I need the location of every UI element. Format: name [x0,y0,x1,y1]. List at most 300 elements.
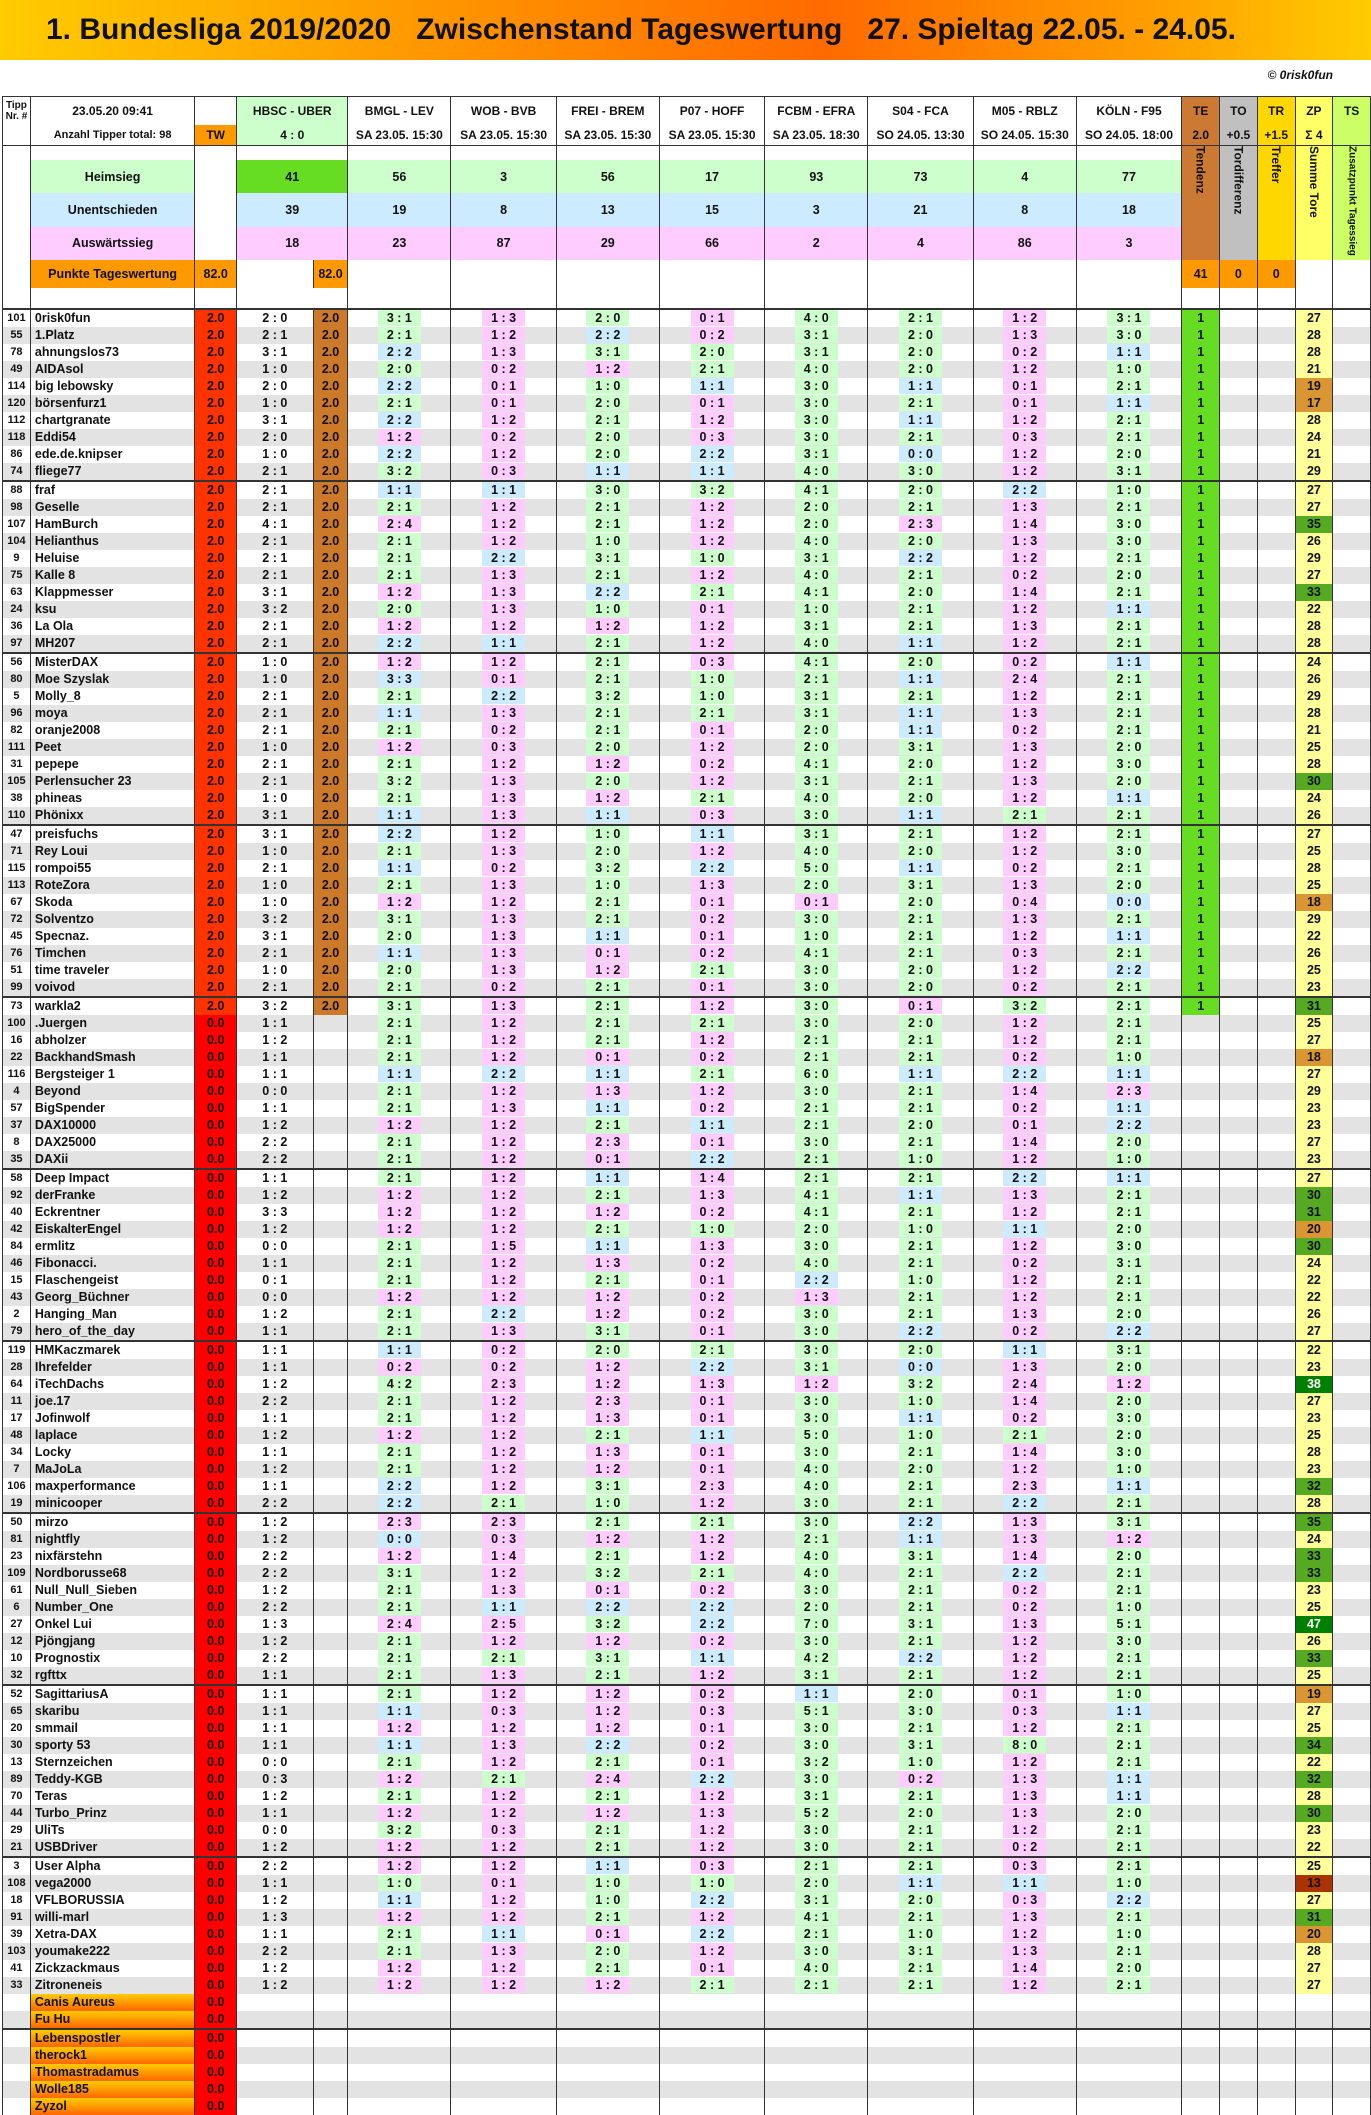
tip-value: 0 : 3 [691,807,734,823]
to-score [1220,1323,1258,1341]
zp-sum: 27 [1295,1703,1333,1720]
tip-match6 [765,412,868,429]
tip-match8 [973,584,1076,601]
tip-match7 [868,395,974,412]
tw-score: 2.0 [195,739,237,756]
tip-value: 2 : 1 [1107,979,1150,995]
tip-match7 [868,1359,974,1376]
tipp-number: 17 [3,1410,31,1427]
tip-match7 [868,2098,974,2115]
tip-match6 [765,671,868,688]
tip-value: 3 : 1 [795,688,838,704]
stat-draw-count: 8 [451,193,557,226]
te-score: 1 [1182,773,1220,790]
points-match1 [313,1667,348,1685]
to-score [1220,1341,1258,1359]
te-score [1182,1323,1220,1341]
tip-match5 [659,1685,765,1703]
table-row [3,601,1371,618]
tip-match4 [556,1994,659,2011]
tipp-number: 112 [3,412,31,429]
tip-value: 2 : 1 [378,1255,421,1271]
tip-match1: 1 : 2 [237,1531,314,1548]
tw-score: 0.0 [195,1341,237,1359]
tip-value: 1 : 2 [378,1771,421,1787]
tip-value: 2 : 1 [795,1170,838,1186]
tip-match9 [1076,1238,1182,1255]
tip-value: 1 : 0 [586,533,629,549]
tip-match8 [973,1478,1076,1495]
to-score [1220,601,1258,618]
table-row [3,653,1371,671]
ts-score [1333,412,1371,429]
tip-match6 [765,1187,868,1204]
tip-match2 [348,843,451,860]
tipp-number: 103 [3,1943,31,1960]
te-score: 1 [1182,412,1220,429]
tip-match3 [451,1754,557,1771]
zp-sum: 23 [1295,1822,1333,1839]
tip-match5 [659,1410,765,1427]
tip-match5 [659,2098,765,2115]
tip-match7 [868,618,974,635]
tip-match2 [348,1323,451,1341]
tip-match3 [451,2011,557,2029]
to-score [1220,843,1258,860]
tip-match8 [973,1960,1076,1977]
points-match1: 2.0 [313,756,348,773]
ts-score [1333,1187,1371,1204]
tip-match1: 1 : 1 [237,1049,314,1066]
tip-match4 [556,877,659,894]
tip-value: 2 : 1 [378,550,421,566]
tip-match7 [868,1548,974,1565]
stat-away-count: 2 [765,227,868,260]
points-match1 [313,1410,348,1427]
tr-score [1257,1187,1295,1204]
tip-value: 1 : 0 [586,826,629,842]
to-score [1220,1100,1258,1117]
tip-match3 [451,790,557,807]
tip-match6 [765,945,868,962]
tip-match7 [868,1616,974,1633]
tip-value: 2 : 1 [378,533,421,549]
blank [973,260,1076,288]
tip-match6 [765,344,868,361]
tip-value: 1 : 3 [482,1737,525,1753]
tip-value: 1 : 2 [482,1204,525,1220]
tip-match1: 2 : 2 [237,1134,314,1151]
ts-score [1333,1015,1371,1032]
tip-value: 2 : 0 [586,395,629,411]
match-info: SA 23.05. 18:30 [765,125,868,146]
tip-match3 [451,533,557,550]
tipp-number: 49 [3,361,31,378]
tip-match6 [765,705,868,722]
tip-value: 1 : 1 [1107,1703,1150,1719]
tip-value: 1 : 0 [1107,1875,1150,1891]
zp-sum: 25 [1295,1599,1333,1616]
zp-sum: 28 [1295,1788,1333,1805]
tip-value: 2 : 0 [899,482,942,498]
player-name: MaJoLa [30,1461,194,1478]
tip-match1: 0 : 0 [237,1238,314,1255]
tip-match8 [973,1788,1076,1805]
tip-value: 3 : 1 [795,327,838,343]
tip-match1: 2 : 0 [237,309,314,327]
tip-match9 [1076,807,1182,825]
tw-score: 2.0 [195,499,237,516]
tip-value: 0 : 2 [691,1737,734,1753]
ts-score [1333,653,1371,671]
tip-match3 [451,1478,557,1495]
tr-score [1257,1685,1295,1703]
tip-value: 3 : 0 [795,1514,838,1530]
tip-match4 [556,1221,659,1238]
tip-value: 0 : 2 [691,1582,734,1598]
tip-match4 [556,1134,659,1151]
tip-value: 2 : 2 [691,860,734,876]
tip-match4 [556,1359,659,1376]
tip-match5 [659,1255,765,1272]
tip-match2 [348,1117,451,1134]
tip-value: 3 : 0 [1107,1633,1150,1649]
tip-match5 [659,1083,765,1100]
tip-value: 1 : 1 [1107,1788,1150,1804]
tip-match6 [765,1650,868,1667]
player-name: pepepe [30,756,194,773]
table-row [3,378,1371,395]
tip-match2 [348,395,451,412]
to-score [1220,1822,1258,1839]
tip-match3 [451,1994,557,2011]
tip-value: 1 : 0 [899,1427,942,1443]
tip-match8 [973,962,1076,979]
tr-score [1257,1015,1295,1032]
tip-match8 [973,1444,1076,1461]
tip-match5 [659,1032,765,1049]
points-match1: 2.0 [313,860,348,877]
tip-value: 4 : 0 [795,843,838,859]
player-name: Prognostix [30,1650,194,1667]
tip-match3 [451,1444,557,1461]
tipp-number: 65 [3,1703,31,1720]
tip-match8 [973,1255,1076,1272]
points-match1 [313,1548,348,1565]
tip-value: 2 : 1 [378,1926,421,1942]
to-score [1220,635,1258,653]
table-row [3,1289,1371,1306]
tip-value: 1 : 3 [586,1410,629,1426]
tipp-number: 40 [3,1204,31,1221]
tipp-number: 12 [3,1633,31,1650]
tip-value: 1 : 0 [1107,1049,1150,1065]
tw-score: 0.0 [195,1049,237,1066]
points-match1 [313,1892,348,1909]
tipp-number [3,2064,31,2081]
tip-value: 3 : 0 [795,1720,838,1736]
tip-value: 2 : 1 [899,1822,942,1838]
tip-value: 2 : 1 [378,1393,421,1409]
tip-value: 1 : 1 [899,860,942,876]
tip-value: 1 : 2 [586,1633,629,1649]
tip-match3 [451,1857,557,1875]
tip-value: 3 : 0 [795,1943,838,1959]
points-match1 [313,1015,348,1032]
zp-sum: 28 [1295,1444,1333,1461]
tip-match7 [868,1427,974,1444]
tip-value: 2 : 0 [795,499,838,515]
tip-match5 [659,928,765,945]
te-score [1182,1427,1220,1444]
ts-score [1333,928,1371,945]
ts-score [1333,1754,1371,1771]
te-score [1182,2081,1220,2098]
tw-score: 2.0 [195,997,237,1015]
tip-value: 3 : 1 [1107,310,1150,326]
stat-label-away: Auswärtssieg [30,227,194,260]
te-score [1182,2011,1220,2029]
tip-match2 [348,1599,451,1616]
tw-score: 0.0 [195,1032,237,1049]
tip-value: 3 : 1 [899,1548,942,1564]
zp-sum [1295,2064,1333,2081]
tip-value: 2 : 2 [691,1771,734,1787]
points-match1 [313,2098,348,2115]
tip-match9 [1076,1754,1182,1771]
ts-score [1333,877,1371,894]
tip-value: 1 : 2 [482,1909,525,1925]
tw-score: 2.0 [195,395,237,412]
tip-match9 [1076,825,1182,843]
tip-match8 [973,1909,1076,1926]
te-score [1182,1204,1220,1221]
tip-value: 2 : 1 [795,1032,838,1048]
zp-sum: 27 [1295,1032,1333,1049]
tip-match2 [348,1255,451,1272]
tip-value: 0 : 2 [1003,1323,1046,1339]
tip-value: 2 : 1 [899,1858,942,1874]
points-match1 [313,1306,348,1323]
tip-match3 [451,1169,557,1187]
player-name: Kalle 8 [30,567,194,584]
te-score: 1 [1182,877,1220,894]
points-match1: 2.0 [313,412,348,429]
zp-sum: 32 [1295,1771,1333,1788]
tip-match2 [348,309,451,327]
player-name: Nordborusse68 [30,1565,194,1582]
tip-value: 2 : 1 [586,1788,629,1804]
tip-value: 2 : 1 [899,1788,942,1804]
tip-match7 [868,911,974,928]
tip-match6 [765,1582,868,1599]
ts-score [1333,2047,1371,2064]
zp-sum: 30 [1295,773,1333,790]
ts-score [1333,1117,1371,1134]
tip-match8 [973,463,1076,481]
tip-value: 4 : 0 [795,361,838,377]
tip-match7 [868,463,974,481]
player-name: ksu [30,601,194,618]
tip-value: 2 : 0 [378,928,421,944]
tip-value: 2 : 1 [586,1960,629,1976]
tip-match8 [973,1341,1076,1359]
te-score [1182,2047,1220,2064]
tip-match1: 1 : 2 [237,1513,314,1531]
tip-value: 4 : 0 [795,1461,838,1477]
tip-match3 [451,1049,557,1066]
stat-draw-count: 18 [1076,193,1182,226]
tip-value: 0 : 1 [691,894,734,910]
tipp-number: 50 [3,1513,31,1531]
tw-score: 2.0 [195,550,237,567]
tr-score [1257,1531,1295,1548]
tip-value: 2 : 0 [795,722,838,738]
tip-value: 2 : 0 [899,962,942,978]
tipp-number: 67 [3,894,31,911]
tip-match2 [348,1720,451,1737]
tip-match4 [556,1444,659,1461]
player-name: Klappmesser [30,584,194,601]
tw-score: 2.0 [195,962,237,979]
tip-match2 [348,825,451,843]
tip-value: 0 : 2 [691,911,734,927]
tip-match8 [973,481,1076,499]
tip-match7 [868,584,974,601]
tip-match7 [868,945,974,962]
tip-match4 [556,1341,659,1359]
tip-value: 0 : 0 [899,1359,942,1375]
table-row [3,945,1371,962]
table-row [3,516,1371,533]
tip-value: 1 : 1 [378,807,421,823]
match-info: SA 23.05. 15:30 [451,125,557,146]
tip-match4 [556,1461,659,1478]
blank [3,160,31,193]
player-name: RoteZora [30,877,194,894]
tip-value: 1 : 1 [899,705,942,721]
tip-match2 [348,1857,451,1875]
tip-match7 [868,1909,974,1926]
tip-value: 0 : 2 [1003,979,1046,995]
tip-match7 [868,1960,974,1977]
zp-sum: 38 [1295,1376,1333,1393]
tip-match8 [973,1427,1076,1444]
tip-match7 [868,1531,974,1548]
tipp-number: 56 [3,653,31,671]
tip-match8 [973,1049,1076,1066]
tip-value: 1 : 1 [1003,1221,1046,1237]
tipp-number [3,1994,31,2011]
tip-match8 [973,671,1076,688]
tipp-number: 99 [3,979,31,997]
to-score [1220,877,1258,894]
tip-match1: 1 : 0 [237,446,314,463]
to-score [1220,1685,1258,1703]
tipp-number: 28 [3,1359,31,1376]
tip-match8 [973,635,1076,653]
tip-match1: 2 : 1 [237,499,314,516]
tip-match2 [348,653,451,671]
zp-sum: 27 [1295,1960,1333,1977]
tip-match5 [659,722,765,739]
tipp-number: 107 [3,516,31,533]
tip-value: 1 : 2 [378,1427,421,1443]
to-score [1220,653,1258,671]
tip-match9 [1076,1306,1182,1323]
points-match1 [313,1703,348,1720]
blank [1333,288,1371,309]
tip-match7 [868,1805,974,1822]
table-row [3,688,1371,705]
table-row [3,395,1371,412]
ts-score [1333,1221,1371,1238]
tip-match7 [868,722,974,739]
tw-score: 0.0 [195,1565,237,1582]
player-name: Eddi54 [30,429,194,446]
table-row [3,1565,1371,1582]
tip-value: 3 : 1 [586,1650,629,1666]
tip-value: 1 : 2 [586,1805,629,1821]
tip-match1: 1 : 1 [237,1875,314,1892]
tip-match4 [556,2064,659,2081]
tip-match4 [556,1892,659,1909]
tip-value: 1 : 3 [482,567,525,583]
player-name: therock1 [30,2047,194,2064]
te-score [1182,1703,1220,1720]
tipp-number: 11 [3,1393,31,1410]
blank [195,227,237,260]
points-match1: 2.0 [313,928,348,945]
tip-match7 [868,1083,974,1100]
ts-score [1333,671,1371,688]
tip-match4 [556,499,659,516]
tip-value: 1 : 2 [691,1495,734,1511]
tip-match9 [1076,327,1182,344]
tip-match7 [868,860,974,877]
tip-match5 [659,911,765,928]
tip-match2 [348,2081,451,2098]
tip-match3 [451,1892,557,1909]
points-match1 [313,1977,348,1994]
tip-match1: 1 : 0 [237,739,314,756]
tip-match8 [973,1582,1076,1599]
tip-value: 2 : 0 [899,790,942,806]
tip-value: 2 : 1 [1107,1737,1150,1753]
tip-value: 1 : 2 [378,1187,421,1203]
tip-match4 [556,825,659,843]
tip-value: 1 : 2 [1003,446,1046,462]
to-score [1220,1857,1258,1875]
tr-score [1257,688,1295,705]
tip-value: 1 : 3 [482,945,525,961]
tip-match1: 2 : 1 [237,618,314,635]
tip-match1: 0 : 3 [237,1771,314,1788]
tip-match1: 1 : 1 [237,1255,314,1272]
table-row [3,739,1371,756]
tipp-number: 73 [3,997,31,1015]
player-name: börsenfurz1 [30,395,194,412]
tw-score: 0.0 [195,1221,237,1238]
tip-value: 1 : 3 [1003,1306,1046,1322]
zp-sum: 29 [1295,911,1333,928]
tip-match6 [765,1737,868,1754]
tip-value: 1 : 2 [482,533,525,549]
tip-value: 2 : 0 [899,1117,942,1133]
tip-match7 [868,2081,974,2098]
ts-score [1333,1565,1371,1582]
tip-value: 2 : 1 [378,1650,421,1666]
